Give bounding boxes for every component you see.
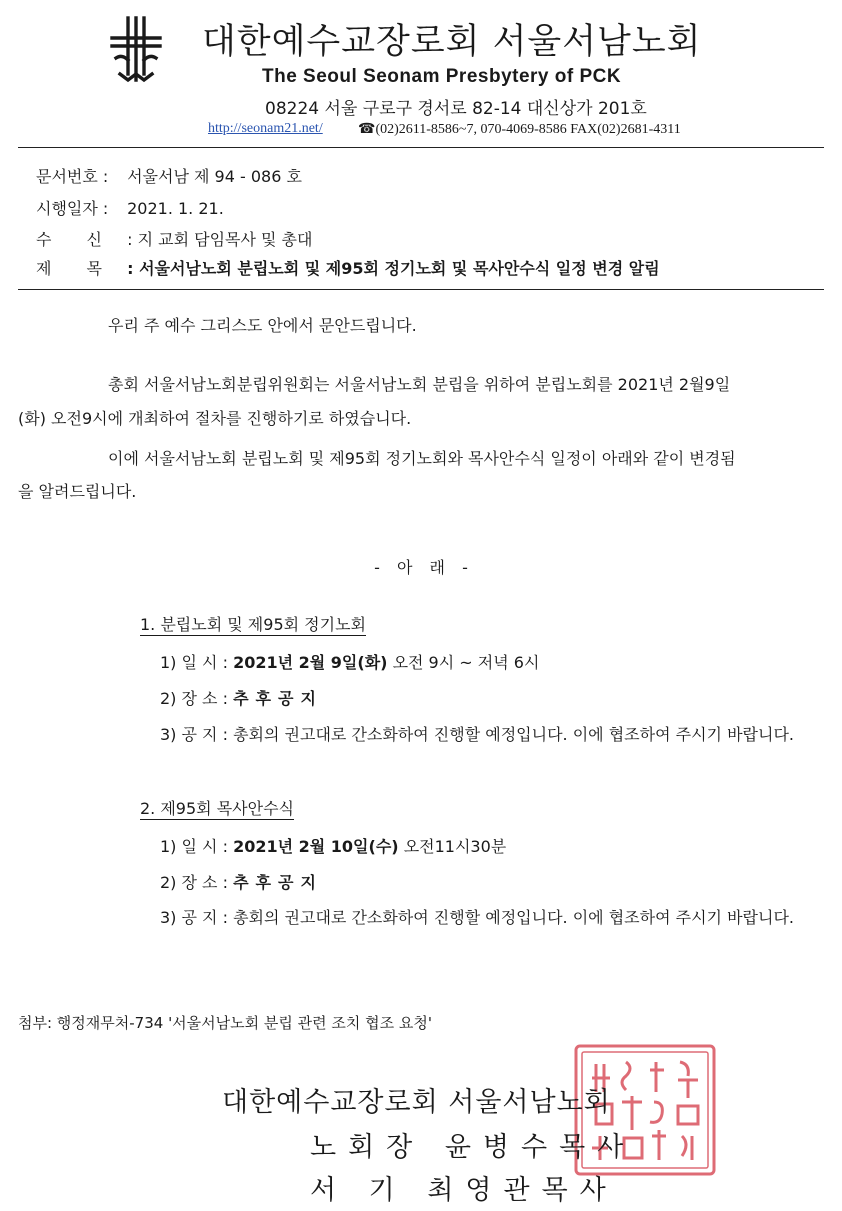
signature-clerk: 서 기 최영관목사	[310, 1175, 618, 1206]
contact-numbers: ☎(02)2611-8586~7, 070-4069-8586 FAX(02)2681-4311	[358, 122, 681, 137]
section-1-place-label: 2) 장 소 :	[160, 689, 228, 708]
subject-value: : 서울서남노회 분립노회 및 제95회 정기노회 및 목사안수식 일정 변경 알림	[127, 259, 660, 278]
paragraph-2-line-2: 을 알려드립니다.	[18, 482, 137, 501]
cross-emblem-icon	[108, 14, 164, 84]
doc-number-value: 서울서남 제 94 - 086 호	[127, 167, 302, 186]
section-1-notice-label: 3) 공 지 :	[160, 725, 228, 744]
org-address: 08224 서울 구로구 경서로 82-14 대신상가 201호	[265, 99, 647, 119]
section-2-place-label: 2) 장 소 :	[160, 873, 228, 892]
doc-number-label: 문서번호 :	[36, 167, 109, 186]
issue-date-label: 시행일자 :	[36, 199, 109, 218]
section-2-notice-value: 총회의 권고대로 간소화하여 진행할 예정입니다. 이에 협조하여 주시기 바랍니다.	[233, 908, 794, 927]
section-1-datetime	[160, 650, 539, 673]
section-1-place-value: 추후공지	[233, 689, 323, 708]
subject-label: 제 목	[36, 259, 102, 278]
subject-row	[36, 256, 660, 279]
paragraph-1-line-1: 총회 서울서남노회분립위원회는 서울서남노회 분립을 위하여 분립노회를 2021년 2월9일	[108, 375, 731, 394]
issue-date-row	[36, 196, 224, 219]
section-1-place	[160, 686, 323, 709]
recipient-label: 수 신	[36, 230, 102, 249]
doc-number-row	[36, 164, 302, 187]
section-2-place	[160, 870, 323, 893]
section-1-datetime-label: 1) 일 시 :	[160, 653, 228, 672]
section-2-datetime	[160, 834, 506, 857]
recipient-row	[36, 227, 312, 250]
attachment-note: 첨부: 행정재무처-734 '서울서남노회 분립 관련 조치 협조 요청'	[18, 1014, 432, 1032]
paragraph-2-line-1: 이에 서울서남노회 분립노회 및 제95회 정기노회와 목사안수식 일정이 아래와 같이 변경됨	[108, 449, 736, 468]
section-2-title: 2. 제95회 목사안수식	[140, 799, 294, 818]
issue-date-value: 2021. 1. 21.	[127, 199, 224, 218]
meta-divider	[18, 289, 824, 290]
section-1-notice-value: 총회의 권고대로 간소화하여 진행할 예정입니다. 이에 협조하여 주시기 바랍니다.	[233, 725, 794, 744]
section-2-datetime-label: 1) 일 시 :	[160, 837, 228, 856]
section-1-notice	[160, 722, 794, 745]
section-2-notice	[160, 905, 794, 928]
section-1-date: 2021년 2월 9일(화)	[233, 653, 388, 672]
org-name-english: The Seoul Seonam Presbytery of PCK	[262, 66, 622, 87]
signature-moderator: 노회장 윤병수목사	[310, 1132, 636, 1163]
recipient-value: : 지 교회 담임목사 및 총대	[127, 230, 313, 249]
paragraph-1-line-2: (화) 오전9시에 개최하여 절차를 진행하기로 하였습니다.	[18, 409, 412, 428]
header-divider	[18, 147, 824, 148]
section-2-time: 오전11시30분	[403, 837, 507, 856]
greeting: 우리 주 예수 그리스도 안에서 문안드립니다.	[108, 316, 417, 335]
section-2-place-value: 추후공지	[233, 873, 323, 892]
section-2-notice-label: 3) 공 지 :	[160, 908, 228, 927]
website-link[interactable]: http://seonam21.net/	[208, 121, 323, 136]
signature-org: 대한예수교장로회 서울서남노회	[222, 1087, 611, 1118]
section-2-date: 2021년 2월 10일(수)	[233, 837, 399, 856]
below-heading: - 아 래 -	[374, 558, 468, 577]
section-1-title: 1. 분립노회 및 제95회 정기노회	[140, 615, 366, 634]
section-1-time: 오전 9시 ~ 저녁 6시	[392, 653, 540, 672]
org-name-korean: 대한예수교장로회 서울서남노회	[202, 22, 702, 62]
